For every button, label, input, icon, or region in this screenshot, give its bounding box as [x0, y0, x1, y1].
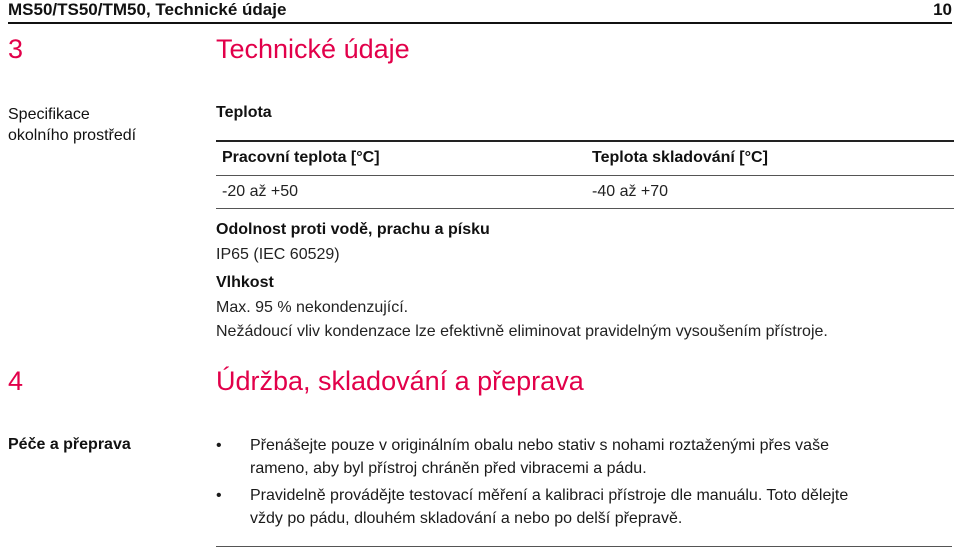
section-4-number: 4	[8, 366, 24, 396]
list-item	[216, 484, 956, 530]
page-number: 10	[933, 0, 952, 19]
list-item-line: Přenášejte pouze v originálním obalu nebo stativ s nohami roztaženými přes vaše	[250, 437, 829, 454]
header-divider	[8, 22, 952, 24]
temperature-storage-value: -40 až +70	[592, 183, 669, 200]
humidity-line1: Max. 95 % nekondenzující.	[216, 299, 409, 316]
temperature-table-header-operating: Pracovní teplota [°C]	[222, 149, 380, 166]
temperature-operating-value: -20 až +50	[222, 183, 299, 200]
temperature-table-header-storage: Teplota skladování [°C]	[592, 149, 768, 166]
environment-spec-label	[8, 104, 136, 146]
temperature-table-header-rule	[216, 175, 954, 176]
environment-spec-label-line1: Specifikace	[8, 106, 90, 123]
list-item-line: Pravidelně provádějte testovací měření a kalibraci přístroje dle manuálu. Toto dělejte	[250, 487, 849, 504]
temperature-heading: Teplota	[216, 104, 272, 121]
section-3-title: Technické údaje	[216, 34, 410, 64]
water-dust-heading: Odolnost proti vodě, prachu a písku	[216, 221, 490, 238]
environment-spec-label-line2: okolního prostředí	[8, 127, 137, 144]
water-dust-value: IP65 (IEC 60529)	[216, 246, 340, 263]
care-transport-list	[216, 434, 956, 530]
list-item-line: vždy po pádu, dlouhém skladování a nebo po delší přepravě.	[250, 510, 683, 527]
list-item-line: rameno, aby byl přístroj chráněn před vibracemi a pádu.	[250, 460, 647, 477]
list-item	[216, 434, 956, 480]
temperature-table-bottom-rule	[216, 208, 954, 209]
temperature-table-top-rule	[216, 140, 954, 142]
bullet-icon: •	[216, 437, 222, 454]
section-3-number: 3	[8, 34, 24, 64]
footer-divider	[216, 546, 952, 547]
care-transport-label: Péče a přeprava	[8, 436, 131, 453]
humidity-line2: Nežádoucí vliv kondenzace lze efektivně eliminovat pravidelným vysoušením přístroje.	[216, 323, 828, 340]
humidity-heading: Vlhkost	[216, 274, 274, 291]
bullet-icon: •	[216, 487, 222, 504]
section-4-title: Údržba, skladování a přeprava	[216, 366, 584, 396]
running-header-title: MS50/TS50/TM50, Technické údaje	[8, 0, 287, 19]
